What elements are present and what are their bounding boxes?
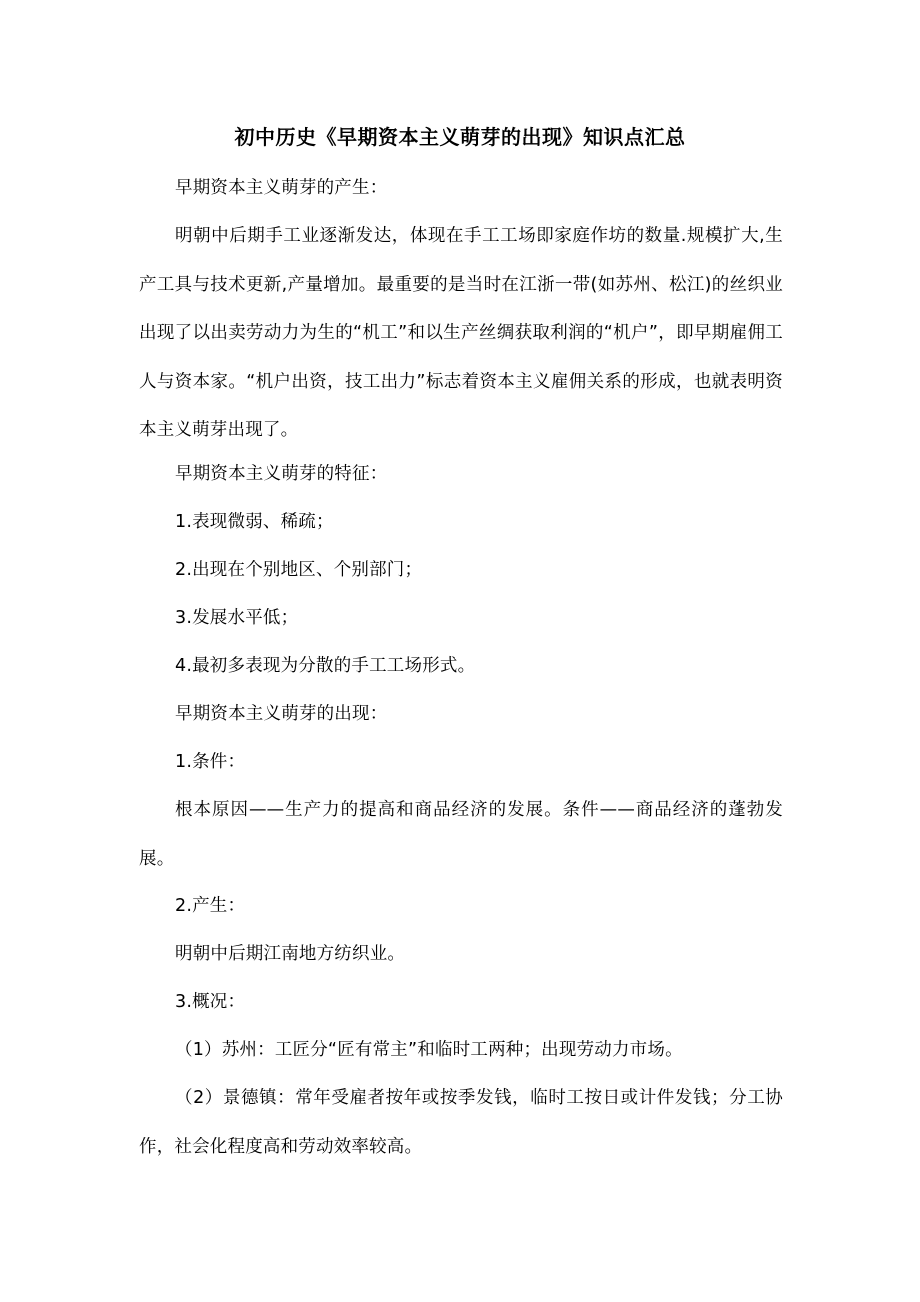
paragraph-overview-suzhou: （1）苏州：工匠分“匠有常主”和临时工两种；出现劳动力市场。 xyxy=(175,1040,683,1060)
paragraph-emergence-body: 明朝中后期江南地方纺织业。 xyxy=(175,944,406,964)
paragraph-overview-jingdezhen: （2）景德镇：常年受雇者按年或按季发钱，临时工按日或计件发钱；分工协作，社会化程度高和劳动效率较高。 xyxy=(139,1088,783,1157)
paragraph-features-heading: 早期资本主义萌芽的特征： xyxy=(175,464,388,484)
paragraph-feature-2: 2.出现在个别地区、个别部门； xyxy=(175,560,423,580)
paragraph-overview-heading: 3.概况： xyxy=(175,992,246,1012)
paragraph-conditions-heading: 1.条件： xyxy=(175,752,246,772)
paragraph-conditions-body: 根本原因——生产力的提高和商品经济的发展。条件——商品经济的蓬勃发展。 xyxy=(139,800,783,869)
paragraph-appearance-heading: 早期资本主义萌芽的出现： xyxy=(175,704,388,724)
paragraph-feature-4: 4.最初多表现为分散的手工工场形式。 xyxy=(175,656,476,676)
document-title: 初中历史《早期资本主义萌芽的出现》知识点汇总 xyxy=(234,125,686,149)
paragraph-feature-1: 1.表现微弱、稀疏； xyxy=(175,512,334,532)
paragraph-emergence-heading: 2.产生： xyxy=(175,896,246,916)
paragraph-origin-heading: 早期资本主义萌芽的产生： xyxy=(175,178,388,198)
paragraph-origin-body: 明朝中后期手工业逐渐发达，体现在手工工场即家庭作坊的数量.规模扩大,生产工具与技术更新,产量增加。最重要的是当时在江浙一带(如苏州、松江)的丝织业出现了以出卖劳动力为生的“机工”和以生产丝绸获取利润的“机户”，即早期雇佣工人与资本家。“机户出资，技工出力”标志着资本主义雇佣关系的形成，也就表明资本主义萌芽出现了。 xyxy=(139,226,783,440)
paragraph-feature-3: 3.发展水平低； xyxy=(175,608,299,628)
